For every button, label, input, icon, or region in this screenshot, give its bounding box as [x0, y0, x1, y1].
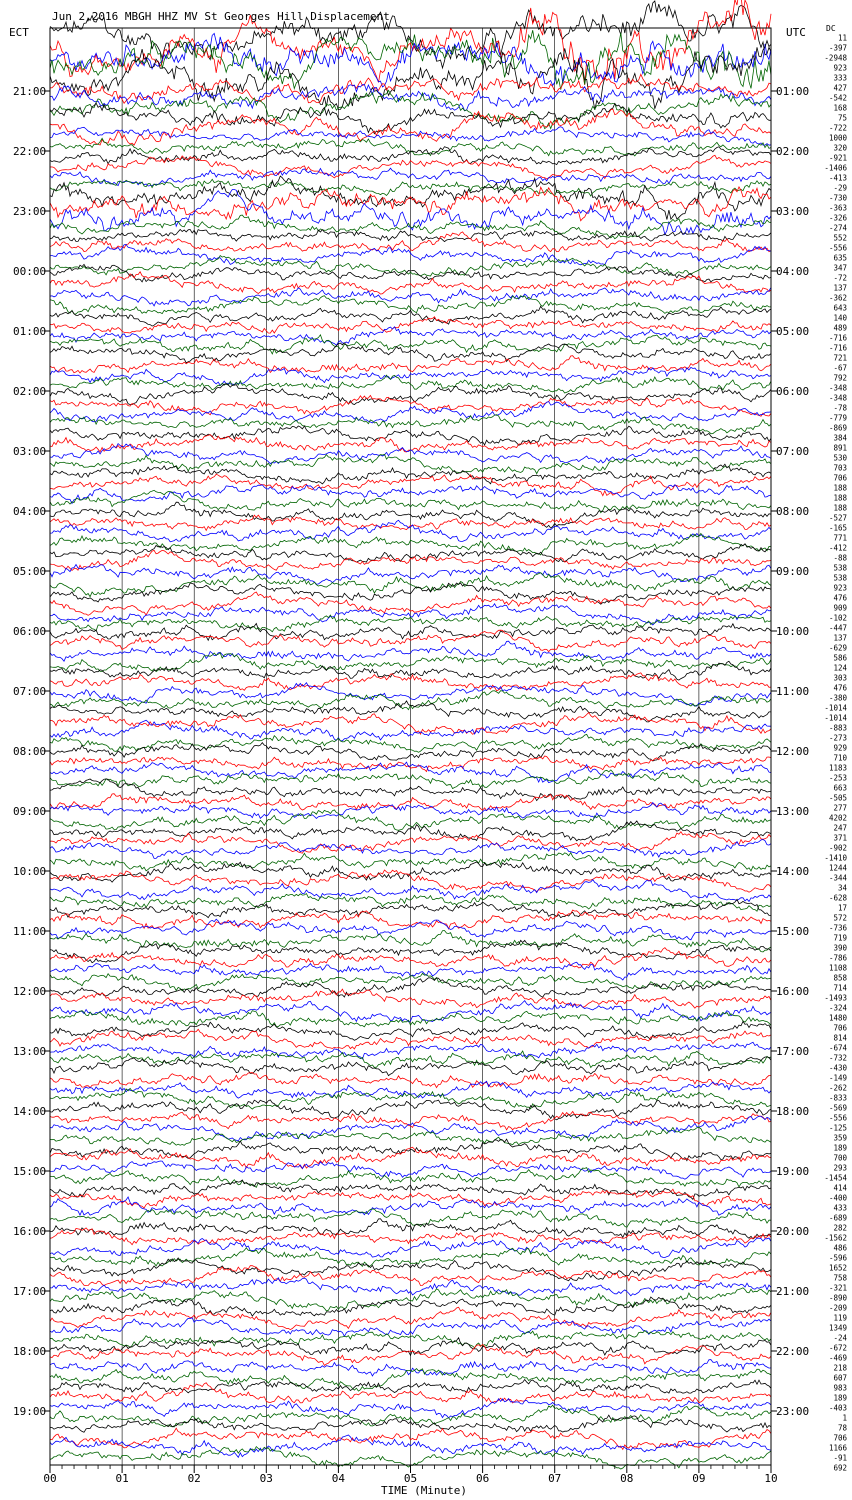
dc-offset-value: 607	[833, 1373, 847, 1383]
dc-offset-value: -556	[828, 243, 847, 253]
dc-offset-value: 929	[833, 743, 847, 753]
right-hour-label: 08:00	[776, 505, 810, 518]
right-hour-label: 15:00	[776, 925, 810, 938]
dc-offset-value: -253	[828, 773, 847, 783]
right-timezone-label: UTC	[786, 26, 806, 39]
dc-offset-value: -902	[828, 843, 847, 853]
dc-offset-value: 706	[833, 473, 847, 483]
dc-offset-value: -102	[828, 613, 847, 623]
dc-offset-value: 188	[833, 493, 847, 503]
dc-offset-value: 34	[837, 883, 847, 893]
dc-offset-value: -348	[828, 393, 847, 403]
x-tick-label: 05	[403, 1472, 418, 1485]
dc-offset-value: -403	[828, 1403, 847, 1413]
dc-offset-value: 75	[837, 113, 847, 123]
left-hour-label: 14:00	[13, 1105, 47, 1118]
dc-offset-value: 586	[833, 653, 847, 663]
dc-offset-value: -833	[828, 1093, 847, 1103]
dc-offset-value: -869	[828, 423, 847, 433]
dc-offset-value: -24	[833, 1333, 847, 1343]
dc-offset-value: 390	[833, 943, 847, 953]
left-hour-label: 01:00	[13, 325, 47, 338]
dc-offset-value: 1166	[828, 1443, 847, 1453]
dc-offset-value: 218	[833, 1363, 847, 1373]
dc-offset-value: 303	[833, 673, 847, 683]
left-hour-label: 22:00	[13, 145, 47, 158]
left-hour-label: 18:00	[13, 1345, 47, 1358]
dc-offset-value: -556	[828, 1113, 847, 1123]
left-hour-label: 12:00	[13, 985, 47, 998]
dc-offset-value: 188	[833, 503, 847, 513]
dc-offset-value: -400	[828, 1193, 847, 1203]
dc-offset-value: -397	[828, 43, 847, 53]
dc-offset-value: 858	[833, 973, 847, 983]
right-hour-label: 23:00	[776, 1405, 810, 1418]
right-hour-label: 17:00	[776, 1045, 810, 1058]
dc-offset-value: 1108	[828, 963, 847, 973]
dc-offset-value: -149	[828, 1073, 847, 1083]
dc-label: DC	[826, 24, 836, 33]
dc-offset-value: -348	[828, 383, 847, 393]
dc-offset-value: -569	[828, 1103, 847, 1113]
dc-offset-value: -91	[833, 1453, 847, 1463]
dc-offset-value: 1000	[828, 133, 847, 143]
dc-offset-value: -672	[828, 1343, 847, 1353]
dc-offset-value: 692	[833, 1463, 847, 1473]
dc-offset-value: -67	[833, 363, 847, 373]
dc-offset-value: -1406	[824, 163, 847, 173]
right-hour-label: 04:00	[776, 265, 810, 278]
dc-offset-value: 371	[833, 833, 847, 843]
dc-offset-value: 663	[833, 783, 847, 793]
right-hour-label: 07:00	[776, 445, 810, 458]
dc-offset-value: 140	[833, 313, 847, 323]
left-hour-label: 13:00	[13, 1045, 47, 1058]
x-tick-label: 06	[475, 1472, 490, 1485]
dc-offset-value: -412	[828, 543, 847, 553]
x-tick-label: 07	[548, 1472, 562, 1485]
dc-offset-value: -505	[828, 793, 847, 803]
dc-offset-value: -732	[828, 1053, 847, 1063]
dc-offset-value: 277	[833, 803, 847, 813]
dc-offset-value: 909	[833, 603, 847, 613]
dc-offset-value: -779	[828, 413, 847, 423]
dc-offset-value: 714	[833, 983, 847, 993]
dc-offset-value: -890	[828, 1293, 847, 1303]
dc-offset-value: -326	[828, 213, 847, 223]
dc-offset-value: 923	[833, 63, 847, 73]
dc-offset-value: 891	[833, 443, 847, 453]
dc-offset-value: 792	[833, 373, 847, 383]
dc-offset-value: 814	[833, 1033, 847, 1043]
left-hour-label: 04:00	[13, 505, 47, 518]
dc-offset-value: -542	[828, 93, 847, 103]
dc-offset-value: 247	[833, 823, 847, 833]
dc-offset-value: 635	[833, 253, 847, 263]
dc-offset-value: 4202	[828, 813, 847, 823]
dc-offset-value: -921	[828, 153, 847, 163]
dc-offset-value: 710	[833, 753, 847, 763]
dc-offset-value: 771	[833, 533, 847, 543]
dc-offset-value: 320	[833, 143, 847, 153]
dc-offset-value: 476	[833, 593, 847, 603]
right-hour-label: 10:00	[776, 625, 810, 638]
dc-offset-value: -527	[828, 513, 847, 523]
dc-offset-value: 78	[837, 1423, 847, 1433]
dc-offset-value: 476	[833, 683, 847, 693]
dc-offset-value: 758	[833, 1273, 847, 1283]
dc-offset-value: 1652	[828, 1263, 847, 1273]
dc-offset-value: -736	[828, 923, 847, 933]
right-hour-label: 22:00	[776, 1345, 810, 1358]
dc-offset-value: -29	[833, 183, 847, 193]
dc-offset-value: -125	[828, 1123, 847, 1133]
left-hour-label: 05:00	[13, 565, 47, 578]
dc-offset-value: 137	[833, 633, 847, 643]
right-hour-label: 03:00	[776, 205, 810, 218]
dc-offset-value: -786	[828, 953, 847, 963]
dc-offset-value: -722	[828, 123, 847, 133]
left-hour-label: 09:00	[13, 805, 47, 818]
dc-offset-value: -447	[828, 623, 847, 633]
dc-offset-value: 706	[833, 1023, 847, 1033]
dc-offset-value: -629	[828, 643, 847, 653]
dc-offset-value: -413	[828, 173, 847, 183]
dc-offset-value: 124	[833, 663, 847, 673]
dc-offset-value: -730	[828, 193, 847, 203]
x-tick-label: 09	[692, 1472, 706, 1485]
left-hour-label: 08:00	[13, 745, 47, 758]
left-hour-label: 10:00	[13, 865, 47, 878]
dc-offset-value: -596	[828, 1253, 847, 1263]
dc-offset-value: 189	[833, 1143, 847, 1153]
dc-offset-value: 1480	[828, 1013, 847, 1023]
dc-offset-value: 188	[833, 483, 847, 493]
dc-offset-value: 347	[833, 263, 847, 273]
dc-offset-value: -165	[828, 523, 847, 533]
x-tick-label: 08	[620, 1472, 634, 1485]
dc-offset-value: 489	[833, 323, 847, 333]
dc-offset-value: 1349	[828, 1323, 847, 1333]
x-tick-label: 01	[115, 1472, 129, 1485]
dc-offset-value: 168	[833, 103, 847, 113]
dc-offset-value: -1014	[824, 713, 847, 723]
dc-offset-value: 923	[833, 583, 847, 593]
dc-offset-value: -628	[828, 893, 847, 903]
dc-offset-value: 1244	[828, 863, 847, 873]
dc-offset-value: -1454	[824, 1173, 847, 1183]
right-hour-label: 18:00	[776, 1105, 810, 1118]
dc-offset-value: -362	[828, 293, 847, 303]
dc-offset-value: -469	[828, 1353, 847, 1363]
dc-offset-value: 119	[833, 1313, 847, 1323]
dc-offset-value: -321	[828, 1283, 847, 1293]
dc-offset-value: 333	[833, 73, 847, 83]
dc-offset-value: 486	[833, 1243, 847, 1253]
x-tick-label: 02	[187, 1472, 201, 1485]
left-hour-label: 00:00	[13, 265, 47, 278]
dc-offset-value: 359	[833, 1133, 847, 1143]
right-hour-label: 20:00	[776, 1225, 810, 1238]
left-hour-label: 03:00	[13, 445, 47, 458]
x-tick-label: 03	[259, 1472, 273, 1485]
dc-offset-value: -72	[833, 273, 847, 283]
x-tick-label: 00	[43, 1472, 57, 1485]
left-hour-label: 23:00	[13, 205, 47, 218]
chart-title: Jun 2,2016 MBGH HHZ MV St Georges Hill Displacement	[52, 10, 390, 23]
dc-offset-value: -324	[828, 1003, 847, 1013]
right-hour-label: 14:00	[776, 865, 810, 878]
right-hour-label: 11:00	[776, 685, 810, 698]
dc-offset-value: -1493	[824, 993, 847, 1003]
dc-offset-value: -274	[828, 223, 847, 233]
right-hour-label: 09:00	[776, 565, 810, 578]
dc-offset-value: -716	[828, 333, 847, 343]
dc-offset-value: 538	[833, 563, 847, 573]
dc-offset-value: -1014	[824, 703, 847, 713]
left-hour-label: 06:00	[13, 625, 47, 638]
dc-offset-value: -209	[828, 1303, 847, 1313]
dc-offset-value: 719	[833, 933, 847, 943]
dc-offset-value: 189	[833, 1393, 847, 1403]
dc-offset-value: -1410	[824, 853, 847, 863]
dc-offset-value: 17	[837, 903, 847, 913]
dc-offset-value: -689	[828, 1213, 847, 1223]
dc-offset-value: 1183	[828, 763, 847, 773]
x-tick-label: 04	[331, 1472, 346, 1485]
left-hour-label: 11:00	[13, 925, 47, 938]
dc-offset-value: 552	[833, 233, 847, 243]
left-hour-label: 16:00	[13, 1225, 47, 1238]
dc-offset-value: 530	[833, 453, 847, 463]
dc-offset-value: -430	[828, 1063, 847, 1073]
left-hour-label: 17:00	[13, 1285, 47, 1298]
left-hour-label: 21:00	[13, 85, 47, 98]
dc-offset-value: 706	[833, 1433, 847, 1443]
dc-offset-value: -883	[828, 723, 847, 733]
dc-offset-value: -716	[828, 343, 847, 353]
left-timezone-label: ECT	[9, 26, 29, 39]
dc-offset-value: -78	[833, 403, 847, 413]
left-hour-label: 07:00	[13, 685, 47, 698]
dc-offset-value: -262	[828, 1083, 847, 1093]
right-hour-label: 19:00	[776, 1165, 810, 1178]
dc-offset-value: 433	[833, 1203, 847, 1213]
left-hour-label: 15:00	[13, 1165, 47, 1178]
dc-offset-value: -380	[828, 693, 847, 703]
dc-offset-value: 414	[833, 1183, 847, 1193]
dc-offset-value: 572	[833, 913, 847, 923]
right-hour-label: 13:00	[776, 805, 810, 818]
dc-offset-value: 1	[842, 1413, 847, 1423]
x-axis-title: TIME (Minute)	[380, 1484, 468, 1497]
dc-offset-value: -2948	[824, 53, 847, 63]
right-hour-label: 12:00	[776, 745, 810, 758]
dc-offset-value: 11	[837, 33, 847, 43]
dc-offset-value: 643	[833, 303, 847, 313]
dc-offset-value: -273	[828, 733, 847, 743]
dc-offset-value: 721	[833, 353, 847, 363]
right-hour-label: 02:00	[776, 145, 810, 158]
dc-offset-value: 293	[833, 1163, 847, 1173]
dc-offset-value: -674	[828, 1043, 847, 1053]
dc-offset-value: -1562	[824, 1233, 847, 1243]
dc-offset-value: 137	[833, 283, 847, 293]
dc-offset-value: -344	[828, 873, 847, 883]
dc-offset-value: 282	[833, 1223, 847, 1233]
right-hour-label: 05:00	[776, 325, 810, 338]
left-hour-label: 02:00	[13, 385, 47, 398]
right-hour-label: 06:00	[776, 385, 810, 398]
dc-offset-value: 384	[833, 433, 847, 443]
dc-offset-value: -88	[833, 553, 847, 563]
dc-offset-value: 700	[833, 1153, 847, 1163]
dc-offset-value: 538	[833, 573, 847, 583]
dc-offset-value: 983	[833, 1383, 847, 1393]
left-hour-label: 19:00	[13, 1405, 47, 1418]
x-tick-label: 10	[764, 1472, 778, 1485]
right-hour-label: 01:00	[776, 85, 810, 98]
right-hour-label: 21:00	[776, 1285, 810, 1298]
dc-offset-value: 427	[833, 83, 847, 93]
dc-offset-value: -363	[828, 203, 847, 213]
right-hour-label: 16:00	[776, 985, 810, 998]
dc-offset-value: 703	[833, 463, 847, 473]
